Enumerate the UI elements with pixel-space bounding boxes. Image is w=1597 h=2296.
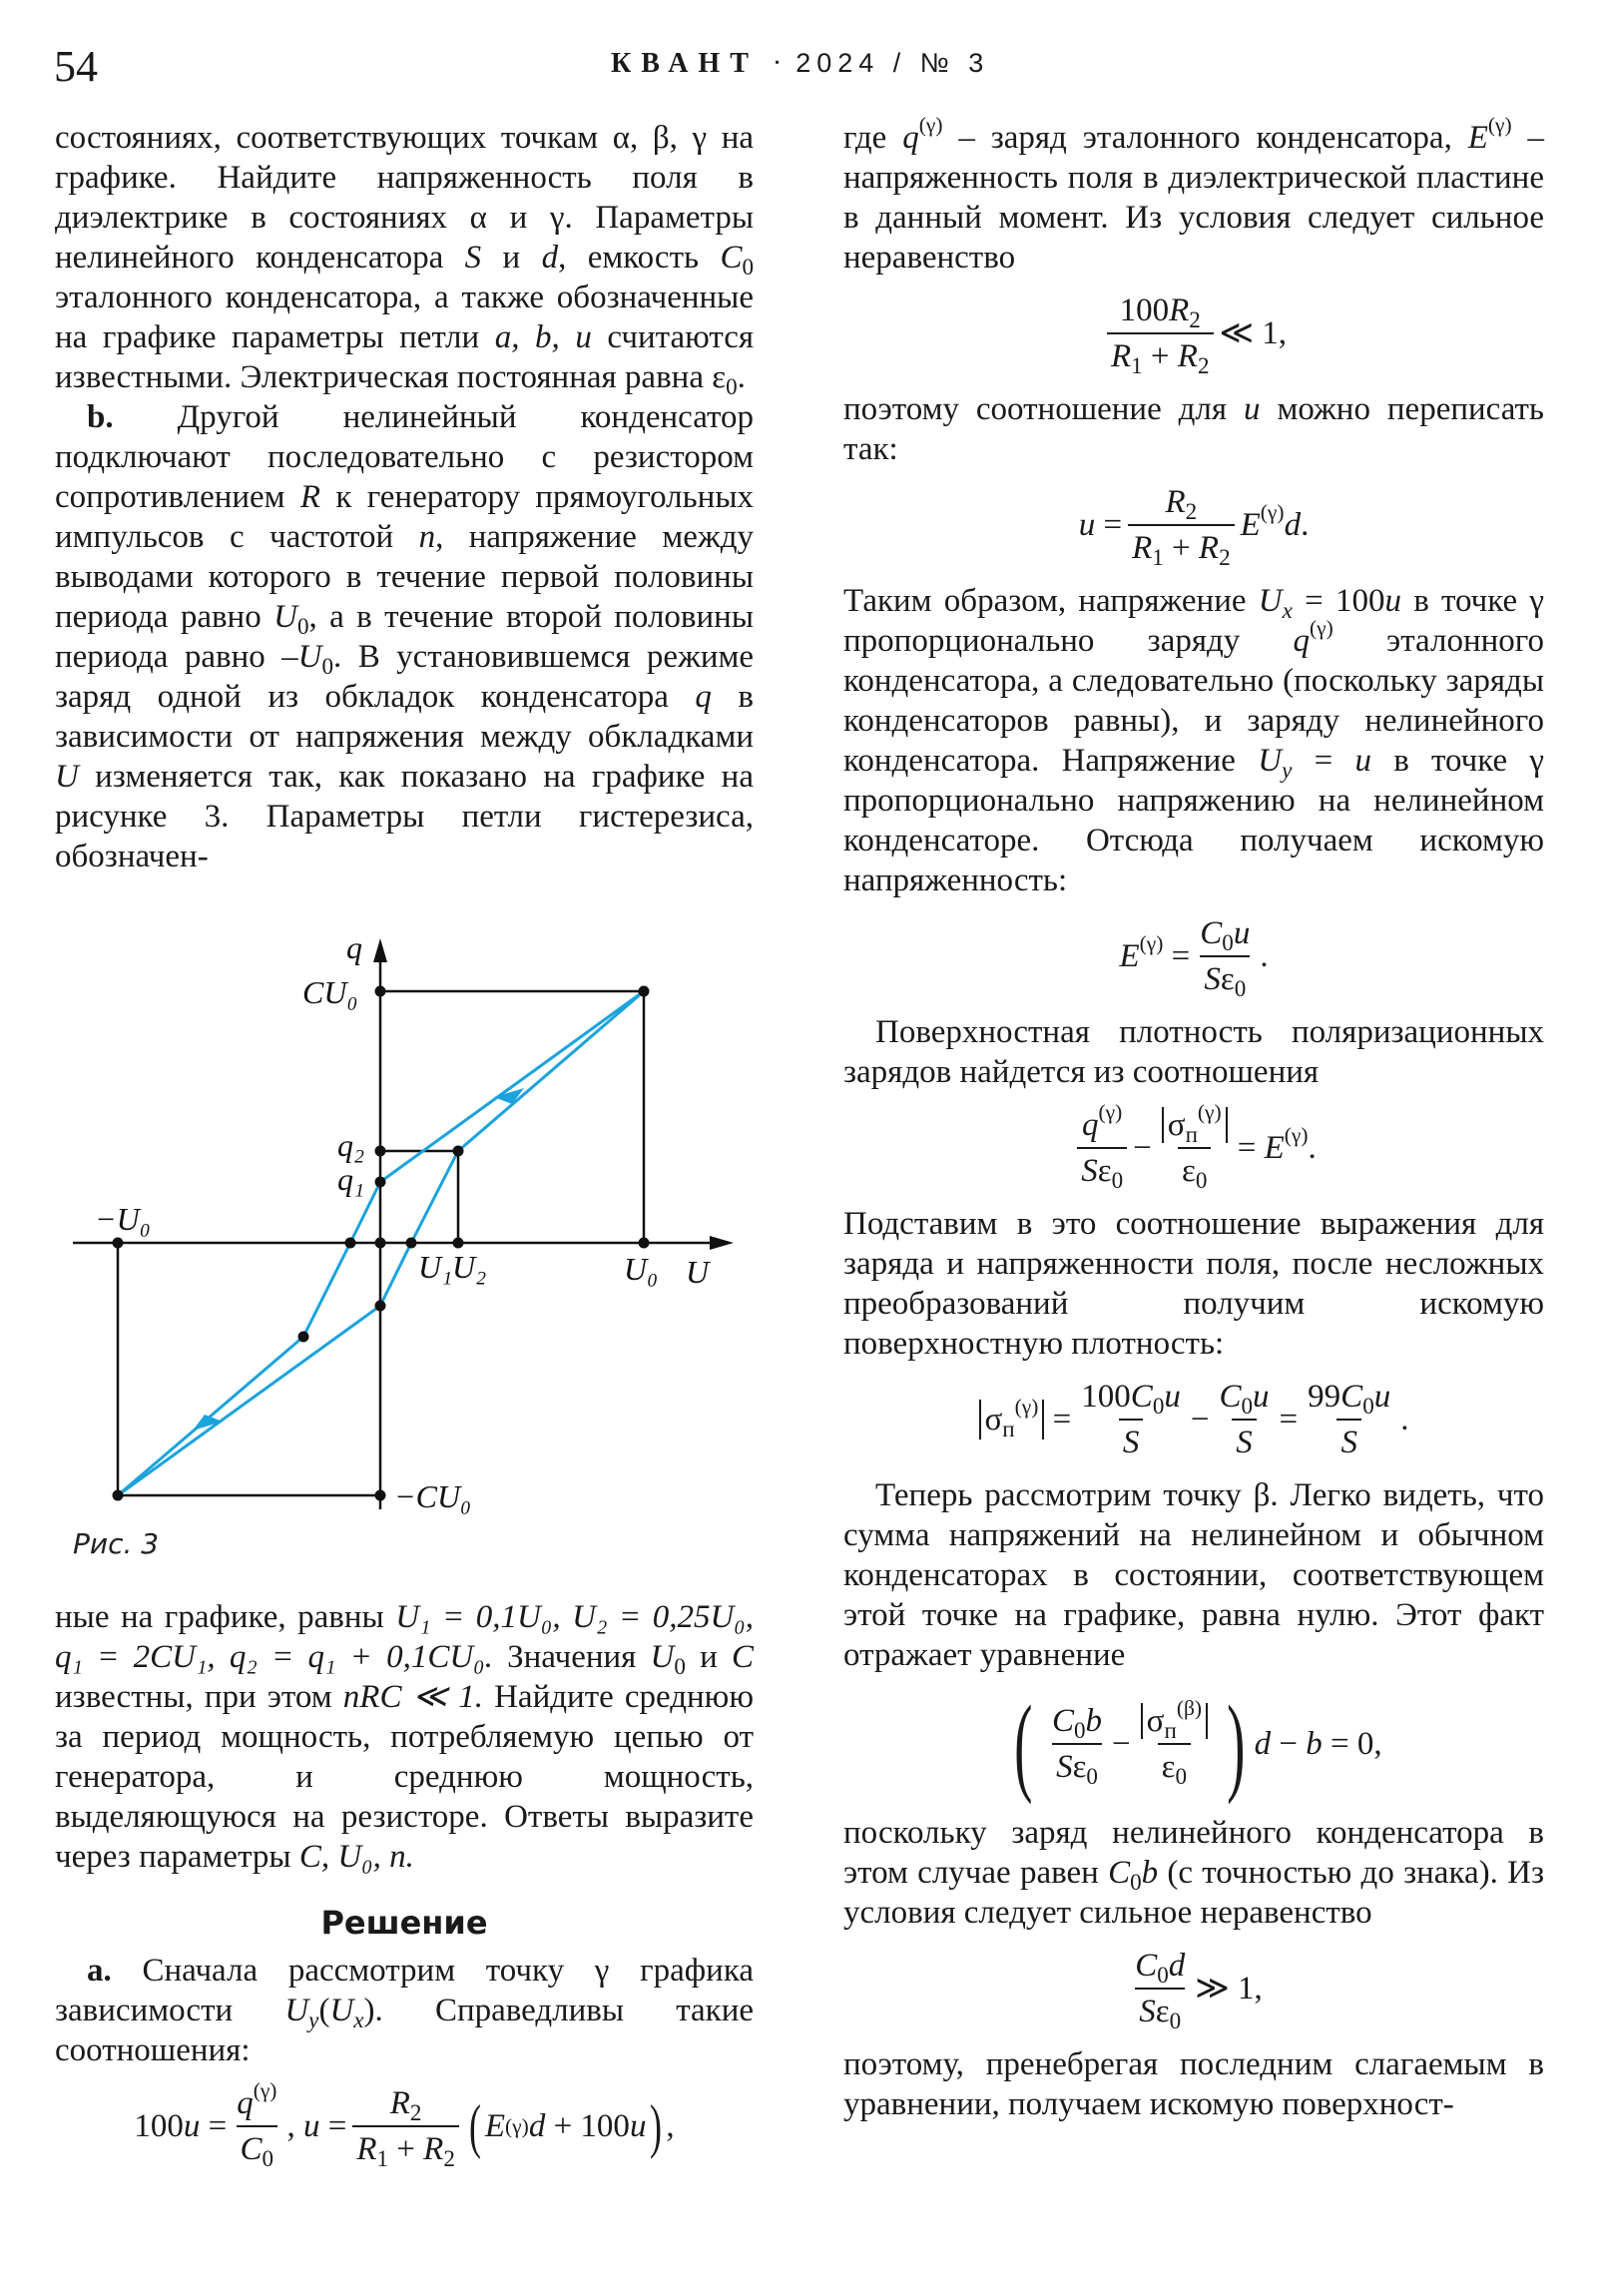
formula-sigma-gamma: $\sigma_п^{(\gamma)}$ = $\frac{100C_0u}{S}$ − $\frac{C_0u}{S}$ = $\frac{99C_0u}{S}$ . [843,1378,1544,1461]
solution-heading: Решение [320,1904,488,1942]
inequality-100R2: $\frac{100R_2}{R_1 + R_2}$ ≪ 1, [843,291,1544,375]
q-axis-label: q [346,929,362,965]
formula-E-gamma: $E^{(\gamma)}$ = $\frac{C_0u}{S\varepsilon_0}$ . [1119,915,1269,1001]
paragraph-thus: Таким образом, напряжение $U_x = 100u$ в точке γ пропорционально заряду $q^{(\gamma)}$ эталонного конденсатора, а следовательно (поскольку заряды конденсаторов равны), и заряду нелинейного конденсатора. Напряжение $U_y = u$ в точке γ пропорционально напряжению на нелинейном конденсаторе. Отсюда получаем искомую напряженность: [843,583,1544,898]
left-column-continued [55,1597,754,2182]
left-column [55,118,754,876]
paragraph-since-charge: поскольку заряд нелинейного конденсатора в этом случае равен $C_0b$ (с точностью до знака). Из условия следует сильное неравенство [843,1815,1544,1931]
formula-u: u = $\frac{R_2}{R_1 + R_2}$ $E^{(\gamma)}d$. [1078,484,1310,570]
header-separator: · [772,48,783,79]
hysteresis-chart [55,918,754,1577]
label-neg-CU0: −CU₀ [394,1478,472,1514]
inequality-C0d: $\frac{C_0d}{S\varepsilon_0}$ ≫ 1, [1135,1948,1263,2033]
label-U1: U₁ [418,1249,453,1285]
paragraph-problem-a-end: состояниях, соответствующих точкам α, β, γ на графике. Найдите напряженность поля в диэлектрике в состояниях α и γ. Параметры нелинейного конденсатора S и d, емкость $C_0$ эталонного конденсатора, а также обозначенные на графике параметры петли a, b, u считаются известными. Электрическая постоянная равна $\varepsilon_0$. [55,120,755,399]
figure-3-hysteresis-graph [55,918,754,1577]
paragraph-problem-b: b. Другой нелинейный конденсатор подключают последовательно с резистором сопротивлением R к генератору прямоугольных импульсов с частотой n, напряжение между выводами которого в течение первой половины периода равно $U_0$, а в течение второй половины периода равно $-U_0$. В установившемся режиме заряд одной из обкладок конденсатора q в зависимости от напряжения между обкладками U изменяется так, как показано на графике на рисунке 3. Параметры петли гистерезиса, обозначен- [55,399,755,874]
page-number: 54 [54,42,98,91]
label-q1: q₁ [337,1161,365,1197]
item-label-a: a. [87,1953,112,1989]
formula-beta-equation: ( $\frac{C_0b}{S\varepsilon_0}$ − $\frac{\sigma_п^{(\beta)}}{\varepsilon_0}$ ) d − b = 0, [1014,1683,1382,1805]
u-axis-arrow-icon [710,1236,734,1250]
paragraph-where: где $q^{(\gamma)}$ – заряд эталонного конденсатора, $E^{(\gamma)}$ – напряженность поля в диэлектрической пластине в данный момент. Из условия следует сильное неравенство [843,112,1545,276]
right-column [843,112,1545,2124]
running-header [611,46,989,81]
arrow-up-right-icon [193,1415,223,1431]
paragraph-point-beta: Теперь рассмотрим точку β. Легко видеть, что сумма напряжений на нелинейном и обычном конденсаторах в состоянии, соответствующем этой точке на графике, равна нулю. Этот факт отражает уравнение [843,1477,1544,1673]
paragraph-solution-a: a. Сначала рассмотрим точку γ графика зависимости $U_y(U_x)$. Справедливы такие соотношения: [55,1953,754,2068]
paragraph-surface-density: Поверхностная плотность поляризационных зарядов найдется из соотношения [843,1014,1544,1090]
label-CU0: CU₀ [302,974,358,1010]
item-label-b: b. [87,399,114,435]
label-U0: U₀ [624,1251,659,1287]
paragraph-neglecting: поэтому, пренебрегая последним слагаемым в уравнении, получаем искомую поверхност- [843,2046,1544,2122]
journal-title: КВАНТ [611,48,759,79]
formula-100u: 100u = $\frac{q^{(\gamma)}}{C_0}$ , u = $\frac{R_2}{R_1 + R_2}$ ( E (γ) d + 100 u ) , [134,2077,675,2171]
q-axis-arrow-icon [373,938,387,962]
label-neg-U0: −U₀ [95,1201,151,1237]
figure-caption: Рис. 3 [73,1527,160,1560]
paragraph-substitute: Подставим в это соотношение выражения для заряда и напряженности поля, после несложных преобразований получим искомую поверхностную плотность: [843,1206,1544,1362]
formula-polarization: $\frac{q^{(\gamma)}}{S\varepsilon_0}$ − $\frac{\sigma_п^{(\gamma)}}{\varepsilon_0}$ = $E^{(\gamma)}$. [843,1106,1544,1190]
u-axis-label: U [686,1254,710,1290]
issue-number: 2024 / № 3 [796,48,990,78]
paragraph-params: ные на графике, равны U₁ = 0,1U₀, U₂ = 0,25U₀, q₁ = 2CU₁, q₂ = q₁ + 0,1CU₀. Значения $U_0$ и C известны, при этом nRC ≪ 1. Найдите среднюю за период мощность, потребляемую цепью от генератора, и среднюю мощность, выделяющуюся на резисторе. Ответы выразите через параметры C, U₀, n. [55,1599,754,1875]
paragraph-rewrite: поэтому соотношение для u можно переписать так: [843,391,1544,467]
label-U2: U₂ [452,1249,487,1285]
label-q2: q₂ [337,1127,365,1163]
